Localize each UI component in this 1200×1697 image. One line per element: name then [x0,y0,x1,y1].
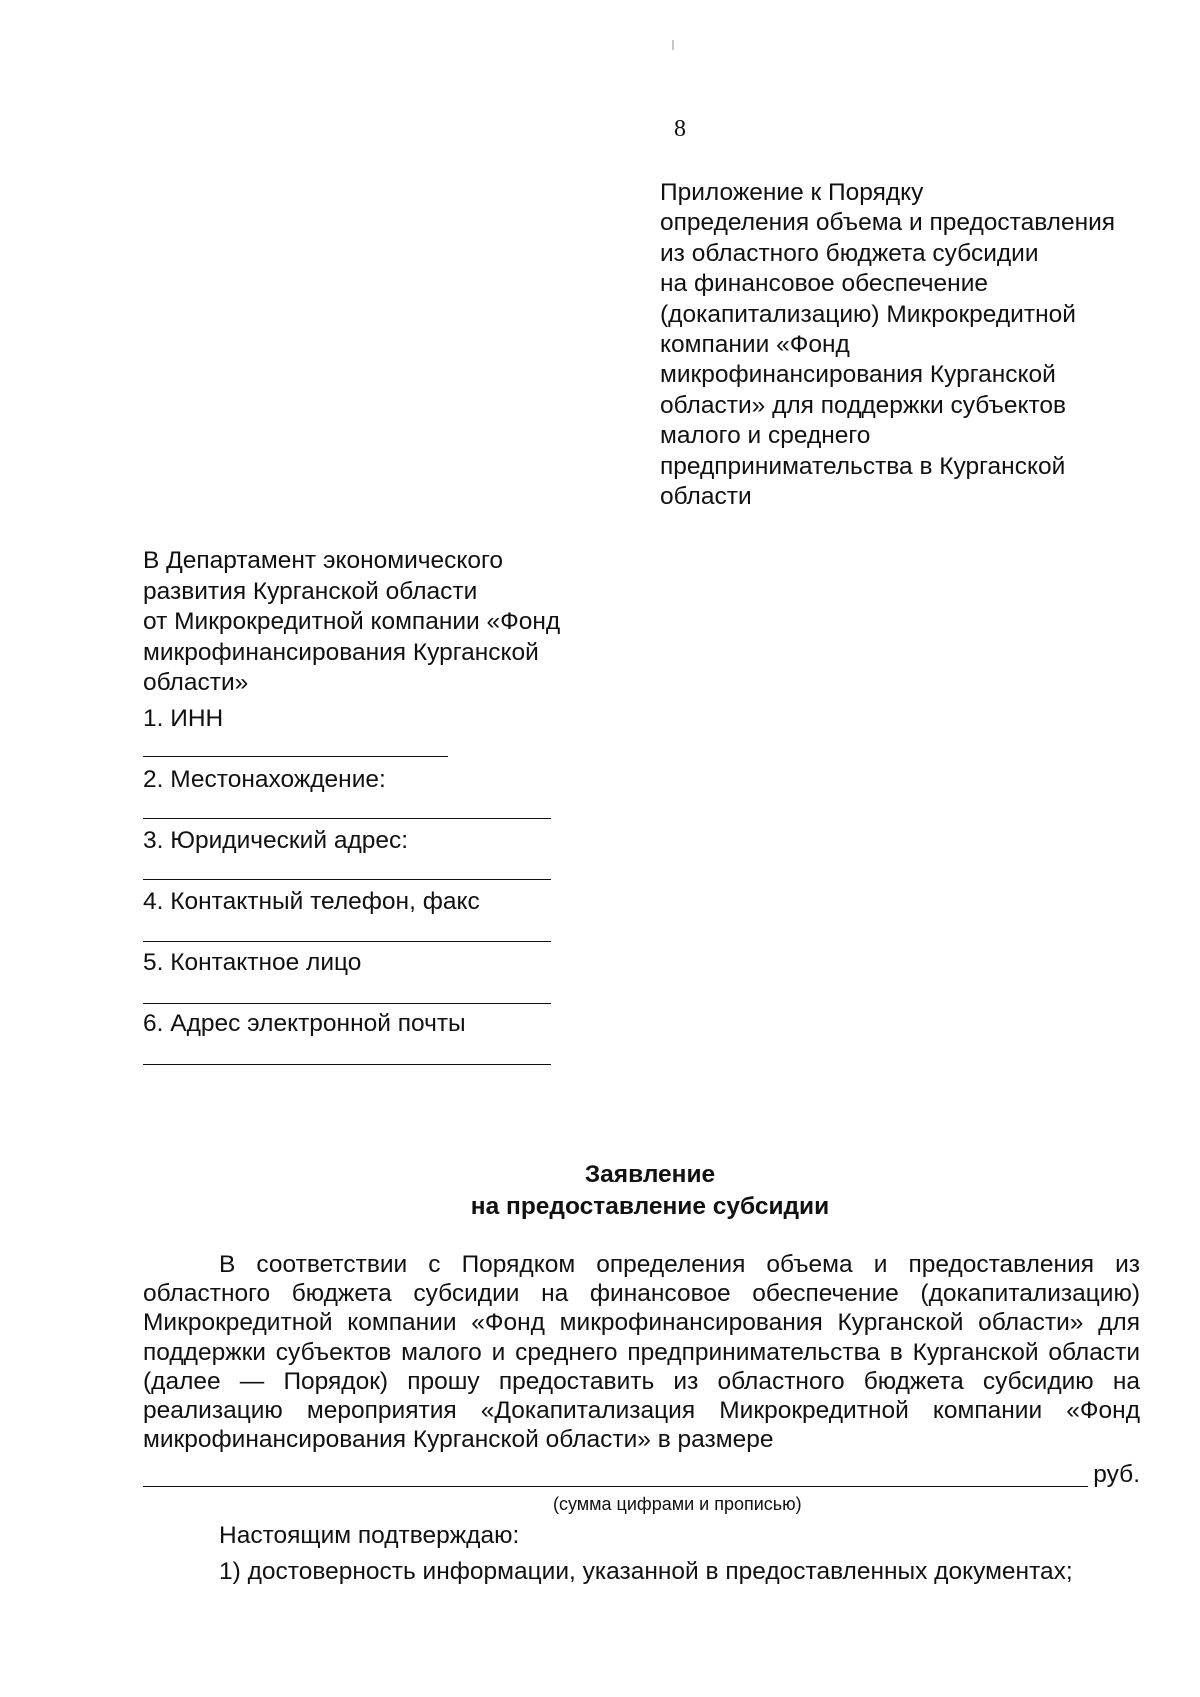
addressee-line: развития Курганской области [143,577,478,605]
field-email-input-line[interactable] [143,1064,551,1065]
amount-row [143,1460,1140,1490]
confirmation-item: 1) достоверность информации, указанной в предоставленных документах; [219,1558,1073,1585]
appendix-line: Приложение к Порядку [660,179,924,206]
field-contact-person-label: 5. Контактное лицо [143,949,362,976]
field-inn-label: 1. ИНН [143,705,224,732]
field-contact-person-input-line[interactable] [143,1003,551,1004]
appendix-line: (докапитализацию) Микрокредитной [660,300,1076,328]
document-subtitle: на предоставление субсидии [470,1193,830,1220]
appendix-line: предпринимательства в Курганской [660,452,1066,480]
field-legal-address-input-line[interactable] [143,879,551,880]
confirmation-intro: Настоящим подтверждаю: [219,1522,520,1549]
appendix-line: области [660,483,752,511]
amount-input-line[interactable] [143,1486,1088,1487]
field-location-label: 2. Местонахождение: [143,766,386,793]
field-legal-address-label: 3. Юридический адрес: [143,827,409,854]
appendix-line: малого и среднего [660,422,871,450]
appendix-header [660,178,1180,512]
document-title: Заявление [584,1161,716,1188]
addressee-line: области» [143,669,249,696]
field-phone-fax-label: 4. Контактный телефон, факс [143,888,480,915]
field-email-label: 6. Адрес электронной почты [143,1010,466,1037]
field-inn-input-line[interactable] [143,756,448,757]
addressee-line: от Микрокредитной компании «Фонд [143,608,561,635]
scan-artifact [672,40,674,50]
appendix-line: из областного бюджета субсидии [660,239,1039,267]
appendix-line: на финансовое обеспечение [660,270,989,298]
page-number: 8 [674,116,686,142]
appendix-line: микрофинансирования Курганской [660,361,1056,389]
field-location-input-line[interactable] [143,818,551,819]
application-paragraph: В соответствии с Порядком определения объема и предоставления из областного бюджета субсидии на финансовое обеспечение (докапитализацию) Микрокредитной компании «Фонд микрофинансирования Курганской области» для поддержки субъектов малого и среднего предпринимательства в Курганской области (далее — Порядок) прошу предоставить из областного бюджета субсидию на реализацию мероприятия «Докапитализация Микрокредитной компании «Фонд микрофинансирования Курганской области» в размере [143,1251,1140,1454]
addressee-line: микрофинансирования Курганской [143,638,539,666]
appendix-line: области» для поддержки субъектов [660,391,1067,419]
appendix-line: компании «Фонд [660,331,850,359]
amount-caption: (сумма цифрами и прописью) [553,1494,802,1514]
addressee-block [143,546,663,699]
amount-currency: руб. [1093,1461,1140,1488]
addressee-line: В Департамент экономического [143,547,504,574]
field-phone-fax-input-line[interactable] [143,941,551,942]
appendix-line: определения объема и предоставления [660,209,1116,237]
